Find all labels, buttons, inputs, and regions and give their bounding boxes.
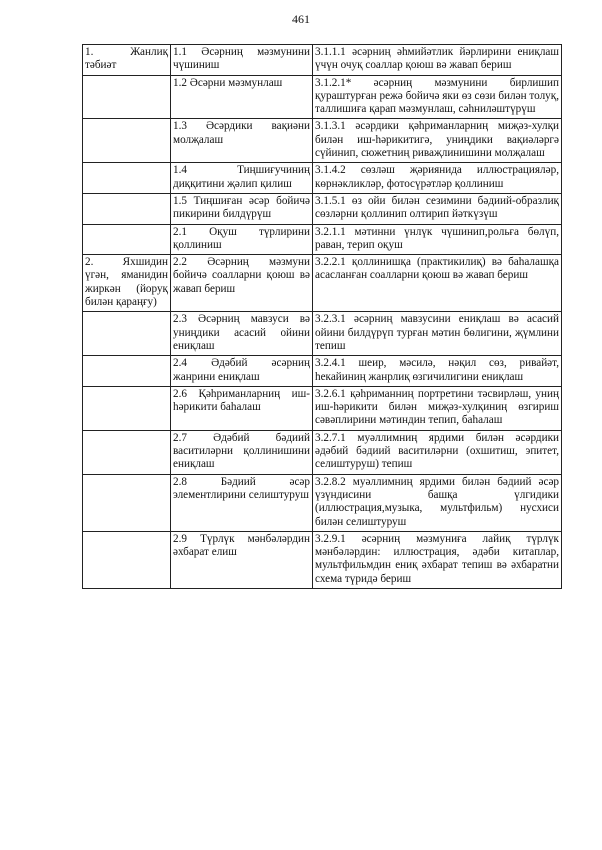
objective-cell: 2.9 Түрлүк мәнбәләрдин әхбарат елиш [171,531,313,588]
section-cell [83,224,171,255]
section-cell [83,474,171,531]
outcome-cell: 3.1.2.1* әсәрниң мәзмунини бирлишип қураштурған режә бойичә яки өз сөзи билән толуқ, таллишиға қарап мәзмунлаш, сәһнилəштүрүш [313,75,562,119]
objective-cell: 2.7 Әдәбий бәдиий васитиләрни қоллинишини ениқлаш [171,430,313,474]
objective-cell: 2.4 Әдәбий әсәрниң жанрини ениқлаш [171,356,313,387]
outcome-cell: 3.2.6.1 қәһриманниң портретини тәсвирләш, униң иш-һәрикити билән миҗәз-хулқиниң өзгириш сәвәплирини мәтиндин тепип, баһалаш [313,386,562,430]
objective-cell: 1.5 Тиңшиған әсәр бойичә пикирини билдүрүш [171,193,313,224]
table-row [83,224,562,255]
table-row [83,386,562,430]
outcome-cell: 3.2.9.1 әсәрниң мәзмуниға лайиқ түрлүк мәнбәләрдин: иллюстрация, әдәби китаплар, мультфильмдин ениқ әхбарат тепиш вә әхбаратни схема түридә бериш [313,531,562,588]
outcome-cell: 3.2.7.1 муәллимниң ярдими билән әсәрдики әдәбий бәдиий васитиләрни (охшитиш, эпитет, селиштуруш) тепиш [313,430,562,474]
table-row [83,45,562,76]
table-row [83,255,562,312]
table-row [83,119,562,163]
table-row [83,531,562,588]
table-row [83,75,562,119]
section-label: 1. Жанлиқ тәбиәт [85,46,168,72]
section-cell [83,312,171,356]
table-row [83,356,562,387]
outcome-cell: 3.2.4.1 шеир, мәсилә, нәқил сөз, ривайәт, һекайиниң жанрлиқ өзгичилигини ениқлаш [313,356,562,387]
table-row [83,163,562,194]
table-row [83,312,562,356]
objective-cell: 1.3 Әсәрдики вақиәни молҗалаш [171,119,313,163]
curriculum-table [82,44,562,589]
page-number: 461 [292,12,310,26]
objective-cell: 1.4 Тиңшиғучиниң диққитини җәлип қилиш [171,163,313,194]
section-cell [83,430,171,474]
section-cell [83,45,171,76]
section-cell [83,386,171,430]
outcome-cell: 3.1.5.1 өз ойи билән сезимини бәдиий-образлиқ сөзләрни қоллинип олтирип йәткүзүш [313,193,562,224]
table-row [83,474,562,531]
section-cell [83,163,171,194]
objective-cell: 1.1 Әсәрниң мәзмунини чүшиниш [171,45,313,76]
section-label: 2. Яхшидин үгән, яманидин жиркән (йоруқ билән қараңғу) [85,256,168,309]
outcome-cell: 3.1.3.1 әсәрдики қәһриманларниң миҗәз-хулқи билән иш-һәрикитигә, униңдики вақиәләргә сүйинип, сюжетниң риваҗлинишини молҗалаш [313,119,562,163]
outcome-cell: 3.2.8.2 муәллимниң ярдими билән бәдиий әсәр үзүндисини башқа үлгидики (иллюстрация,музыка, мультфильм) нусхиси билән селиштуруш [313,474,562,531]
objective-cell: 2.3 Әсәрниң мавзуси вә униңдики асасий ойини ениқлаш [171,312,313,356]
objective-cell: 2.2 Әсәрниң мәзмуни бойичә соалларни қоюш вә жавап бериш [171,255,313,312]
table-row [83,193,562,224]
outcome-cell: 3.2.1.1 мәтинни үнлүк чүшинип,рольға бөлүп, раван, терип оқуш [313,224,562,255]
objective-cell: 2.8 Бәдиий әсәр элементлирини селиштуруш [171,474,313,531]
objective-cell: 2.6 Қәһриманларниң иш-һәрикити баһалаш [171,386,313,430]
section-cell [83,119,171,163]
section-cell [83,531,171,588]
section-cell [83,255,171,312]
outcome-cell: 3.2.3.1 әсәрниң мавзусини ениқлаш вә асасий ойини билдүрүп турған мәтин бөлигини, җүмлини тепиш [313,312,562,356]
section-cell [83,193,171,224]
section-cell [83,75,171,119]
outcome-cell: 3.2.2.1 қоллинишқа (практикилиқ) вә баһалашқа асасланған соалларни қоюш вә жавап бериш [313,255,562,312]
section-cell [83,356,171,387]
objective-cell: 1.2 Әсәрни мәзмунлаш [171,75,313,119]
table-row [83,430,562,474]
outcome-cell: 3.1.1.1 әсәрниң әһмийәтлик йәрлирини ениқлаш үчүн очуқ соаллар қоюш вә жавап бериш [313,45,562,76]
outcome-cell: 3.1.4.2 сөзләш җәриянида иллюстрацияләр, көрнәкликләр, фотосүрәтләр қоллиниш [313,163,562,194]
objective-cell: 2.1 Оқуш түрлирини қоллиниш [171,224,313,255]
